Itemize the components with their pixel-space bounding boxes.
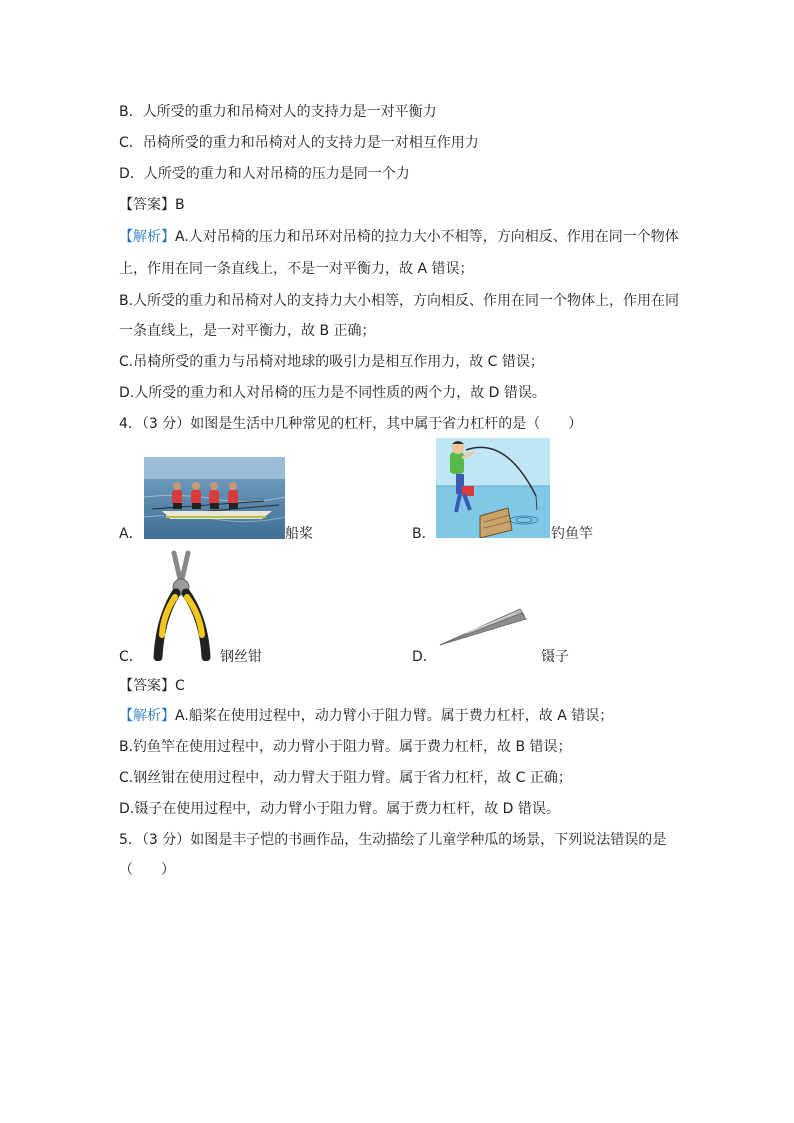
q4-stem: 4．（3 分）如图是生活中几种常见的杠杆，其中属于省力杠杆的是（ ）	[119, 416, 583, 432]
tweezers-image	[436, 603, 528, 649]
q4-analysis-line3: C.钢丝钳在使用过程中，动力臂大于阻力臂。属于省力杠杆，故 C 正确；	[119, 770, 572, 786]
q4-option-d-name: 镊子	[541, 649, 569, 665]
answer-tag: 【答案】	[119, 197, 175, 213]
q4-option-c-letter: C．	[119, 649, 143, 665]
analysis-text: A.人对吊椅的压力和吊环对吊椅的拉力大小不相等，方向相反、作用在同一个物体	[175, 229, 679, 245]
q3-analysis-line3: B.人所受的重力和吊椅对人的支持力大小相等，方向相反、作用在同一个物体上，作用在同	[119, 293, 680, 309]
answer-value: C	[175, 678, 185, 694]
q3-option-c: C．吊椅所受的重力和吊椅对人的支持力是一对相互作用力	[119, 135, 479, 151]
q4-analysis-line2: B.钓鱼竿在使用过程中，动力臂小于阻力臂。属于费力杠杆，故 B 错误；	[119, 739, 572, 755]
analysis-tag: 【解析】	[119, 708, 175, 724]
answer-tag: 【答案】	[119, 678, 175, 694]
q4-option-b-name: 钓鱼竿	[551, 526, 593, 542]
q5-stem-line1: 5．（3 分）如图是丰子恺的书画作品，生动描绘了儿童学种瓜的场景，下列说法错误的是	[119, 832, 667, 848]
q4-option-d-letter: D．	[412, 649, 437, 665]
q4-option-c-name: 钢丝钳	[220, 649, 262, 665]
rowing-boat-image	[144, 457, 285, 539]
q3-option-d: D．人所受的重力和人对吊椅的压力是同一个力	[119, 166, 410, 182]
q3-analysis-line1	[119, 227, 679, 247]
answer-value: B	[175, 197, 185, 213]
q3-option-b: B．人所受的重力和吊椅对人的支持力是一对平衡力	[119, 104, 437, 120]
fishing-rod-image	[436, 438, 550, 538]
q4-answer	[119, 676, 185, 696]
analysis-tag: 【解析】	[119, 229, 175, 245]
q3-analysis-line5: C.吊椅所受的重力与吊椅对地球的吸引力是相互作用力，故 C 错误；	[119, 354, 544, 370]
analysis-text: A.船桨在使用过程中，动力臂小于阻力臂。属于费力杠杆，故 A 错误；	[175, 708, 614, 724]
pliers-image	[148, 549, 214, 661]
q4-option-a-letter: A．	[119, 526, 143, 542]
q4-option-b-letter: B．	[412, 526, 436, 542]
q4-option-a-name: 船桨	[285, 526, 313, 542]
q3-analysis-line2: 上，作用在同一条直线上，不是一对平衡力，故 A 错误；	[119, 261, 474, 277]
q3-analysis-line6: D.人所受的重力和人对吊椅的压力是不同性质的两个力，故 D 错误。	[119, 385, 546, 401]
q5-stem-line2: （ ）	[119, 862, 175, 878]
q4-analysis-line1	[119, 706, 613, 726]
q4-analysis-line4: D.镊子在使用过程中，动力臂小于阻力臂。属于费力杠杆，故 D 错误。	[119, 801, 560, 817]
q3-answer	[119, 195, 185, 215]
q3-analysis-line4: 一条直线上，是一对平衡力，故 B 正确；	[119, 323, 376, 339]
